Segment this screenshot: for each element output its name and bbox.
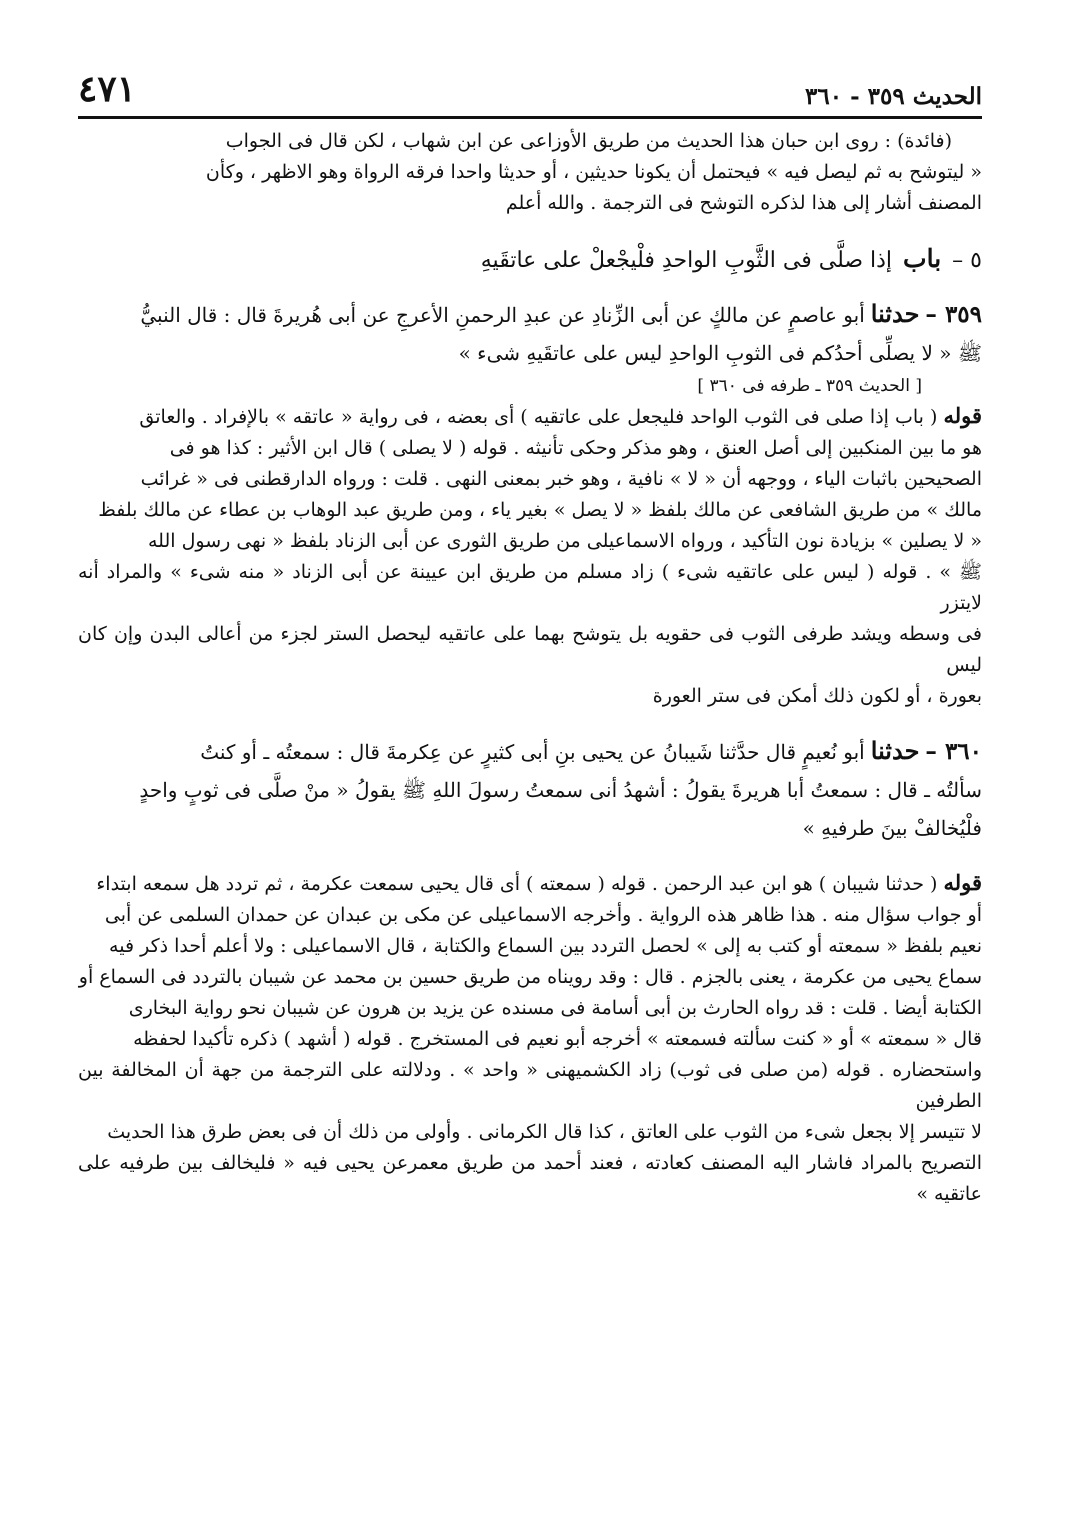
page-body bbox=[78, 126, 982, 1210]
hadith-359 bbox=[78, 295, 982, 372]
hadith-line bbox=[78, 732, 982, 771]
commentary-line: قال « سمعته » أو « كنت سألته فسمعته » أخرجه أبو نعيم فى المستخرج . قوله ( أشهد ) ذكره تأكيدا لحفظه bbox=[133, 1028, 982, 1050]
commentary-line: سماع يحيى من عكرمة ، يعنى بالجزم . قال : وقد رويناه من طريق حسين بن محمد عن شيبان بالتردد فى السماع أو bbox=[78, 966, 982, 988]
header-rule bbox=[78, 116, 982, 119]
qawl-word: قوله bbox=[943, 403, 982, 428]
qawl-word: قوله bbox=[943, 870, 982, 895]
commentary-line: واستحضاره . قوله (من صلى فى ثوب) زاد الكشميهنى « واحد » . ودلالته على الترجمة من جهة أن المخالفة بين الطرفين bbox=[78, 1059, 982, 1112]
running-title: الحديث ٣٥٩ - ٣٦٠ bbox=[805, 83, 982, 110]
faida-line: المصنف أشار إلى هذا لذكره التوشح فى الترجمة . والله أعلم bbox=[505, 192, 982, 214]
commentary-line: التصريح بالمراد فاشار اليه المصنف كعادته ، فعند أحمد من طريق معمرعن يحيى فيه « فليخالف بين طرفيه على عاتقيه » bbox=[78, 1152, 982, 1205]
hadith-360 bbox=[78, 732, 982, 847]
commentary-line: « لا يصلين » بزيادة نون التأكيد ، ورواه الاسماعيلى من طريق الثورى عن أبى الزناد بلفظ « نهى رسول الله bbox=[147, 530, 982, 552]
commentary-line: لا تتيسر إلا بجعل شىء من الثوب على العاتق ، كذا قال الكرمانى . وأولى من ذلك أن فى بعض طرق هذا الحديث bbox=[107, 1121, 982, 1143]
faida-note bbox=[78, 126, 982, 219]
commentary-text: ( حدثنا شيبان ) هو ابن عبد الرحمن . قوله ( سمعته ) أى قال يحيى سمعت عكرمة ، ثم تردد هل سمعه ابتداء bbox=[96, 873, 938, 895]
commentary-line: فى وسطه ويشد طرفى الثوب فى حقويه بل يتوشح بهما على عاتقيه ليحصل الستر لجزء من أعالى البدن وإن كان ليس bbox=[78, 623, 982, 676]
page-number: ٤٧١ bbox=[78, 68, 137, 110]
commentary-359 bbox=[78, 400, 982, 712]
haddathana-word: حدثنا bbox=[870, 736, 920, 765]
commentary-line bbox=[78, 400, 982, 433]
hadith-text: أبو عاصمٍ عن مالكٍ عن أبى الزِّنادِ عن عبدِ الرحمنِ الأعرجِ عن أبى هُريرةَ قال : قال النبيُّ bbox=[140, 303, 865, 327]
commentary-line bbox=[78, 867, 982, 900]
hadith-line: ﷺ « لا يصلِّى أحدُكم فى الثوبِ الواحدِ ليس على عاتقَيهِ شىء » bbox=[458, 341, 982, 365]
hadith-number: ٣٥٩ – bbox=[925, 301, 982, 328]
faida-line: « ليتوشح به ثم ليصل فيه » فيحتمل أن يكونا حديثين ، أو حديثا واحدا فرقه الرواة وهو الاظهر ، وكأن bbox=[205, 161, 982, 183]
page-header bbox=[78, 62, 982, 110]
commentary-line: هو ما بين المنكبين إلى أصل العنق ، وهو مذكر وحكى تأنيثه . قوله ( لا يصلى ) قال ابن الأثير : كذا هو فى bbox=[169, 437, 982, 459]
chapter-title: إذا صلَّى فى الثَّوبِ الواحدِ فلْيجْعلْ على عاتقَيهِ bbox=[480, 248, 893, 273]
hadith-line: سألتُه ـ قال : سمعتُ أبا هريرةَ يقولُ : أشهدُ أنى سمعتُ رسولَ اللهِ ﷺ يقولُ « منْ صلَّى فى ثوبٍ واحدٍ bbox=[139, 778, 982, 802]
cross-reference: [ الحديث ٣٥٩ ـ طرفه فى ٣٦٠ ] bbox=[697, 376, 922, 396]
commentary-text: ( باب إذا صلى فى الثوب الواحد فليجعل على عاتقيه ) أى بعضه ، فى رواية « عاتقه » بالإفراد . والعاتق bbox=[139, 406, 938, 428]
haddathana-word: حدثنا bbox=[870, 299, 920, 328]
hadith-line bbox=[78, 295, 982, 334]
chapter-bab: باب bbox=[903, 244, 942, 273]
commentary-360 bbox=[78, 867, 982, 1210]
commentary-line: مالك » من طريق الشافعى عن مالك بلفظ « لا يصل » بغير ياء ، ومن طريق عبد الوهاب بن عطاء عن مالك بلفظ bbox=[98, 499, 982, 521]
hadith-number: ٣٦٠ – bbox=[925, 738, 982, 765]
faida-line: (فائدة) : روى ابن حبان هذا الحديث من طريق الأوزاعى عن ابن شهاب ، لكن قال فى الجواب bbox=[225, 130, 952, 152]
commentary-line: الصحيحين باثبات الياء ، ووجهه أن « لا » نافية ، وهو خبر بمعنى النهى . قلت : ورواه الدارقطنى فى « غرائب bbox=[140, 468, 982, 490]
commentary-line: أو جواب سؤال منه . هذا ظاهر هذه الرواية . وأخرجه الاسماعيلى عن مكى بن عبدان عن حمدان السلمى عن أبى bbox=[104, 904, 982, 926]
commentary-line: نعيم بلفظ « سمعته أو كتب به إلى » لحصل التردد بين السماع والكتابة ، قال الاسماعيلى : ولا أعلم أحدا ذكر فيه bbox=[109, 935, 982, 957]
hadith-text: أبو نُعيمٍ قال حدَّثنا شَيبانُ عن يحيى بنِ أبى كثيرٍ عن عِكرمةَ قال : سمعتُه ـ أو كنتُ bbox=[200, 740, 865, 764]
chapter-number: ٥ – bbox=[952, 248, 982, 273]
commentary-line: بعورة ، أو لكون ذلك أمكن فى ستر العورة bbox=[652, 685, 982, 707]
hadith-line: فلْيُخالفْ بينَ طرفيهِ » bbox=[802, 816, 982, 840]
chapter-heading bbox=[78, 239, 982, 281]
commentary-line: ﷺ » . قوله ( ليس على عاتقيه شىء ) زاد مسلم من طريق ابن عيينة عن أبى الزناد « منه شىء » والمراد أنه لايتزر bbox=[78, 561, 982, 614]
commentary-line: الكتابة أيضا . قلت : قد رواه الحارث بن أبى أسامة فى مسنده عن يزيد بن هرون عن شيبان نحو رواية البخارى bbox=[128, 997, 982, 1019]
